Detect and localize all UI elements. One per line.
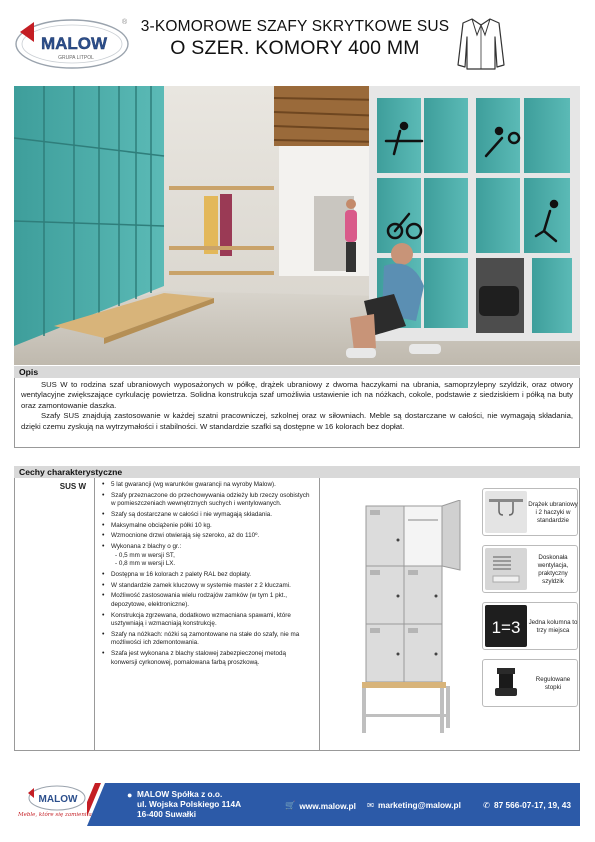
opis-section	[14, 378, 580, 448]
list-item: • Maksymalne obciążenie półki 10 kg.	[111, 522, 313, 531]
cart-icon: 🛒	[285, 800, 296, 810]
page-header	[0, 0, 595, 84]
jacket-icon	[455, 15, 507, 73]
list-item	[111, 543, 313, 569]
footer-contact-bar	[105, 783, 580, 826]
website-text: www.malow.pl	[299, 800, 356, 811]
feature-text: Doskonała wentylacja, praktyczny szyldzik	[537, 554, 569, 585]
opis-heading: Opis	[14, 366, 580, 378]
locker-room-photo	[14, 86, 580, 365]
list-item: • Szafy są dostarczane w całości i nie wymagają składania.	[111, 511, 313, 520]
list-item: • Wzmocnione drzwi otwierają się szeroko, aż do 110º.	[111, 532, 313, 541]
list-item: • W standardzie zamek kluczowy w systemie master z 2 kluczami.	[111, 582, 313, 591]
feature-text: Jedna kolumna to trzy miejsca	[528, 619, 578, 634]
model-label: SUS W	[15, 478, 95, 750]
mail-icon: ✉	[367, 800, 374, 810]
svg-text:MALOW: MALOW	[40, 34, 108, 53]
city: 16-400 Suwałki	[137, 809, 197, 820]
footer-tagline: Meble, które się zamieniła	[18, 812, 92, 818]
list-item: • Szafa jest wykonana z blachy stalowej zabezpieczonej metodą konwersji cyrkonowej, pomalowana farbą proszkową.	[111, 650, 313, 667]
opis-paragraph-1: SUS W to rodzina szaf ubraniowych wyposażonych w półkę, drążek ubraniowy z dwoma haczykami na ubrania, samoprzylepny szyldzik, oraz otwory wentylacyjne zwiększające cyrkulację powietrza. Solidna konstrukcja szaf umożliwia ustawienie ich na nóżkach, cokole, podstawie z siedziskiem i półką na buty oraz zamontowanie daszka.	[21, 380, 573, 410]
list-item: • Dostępna w 16 kolorach z palety RAL bez dopłaty.	[111, 571, 313, 580]
svg-text:MALOW: MALOW	[38, 794, 78, 805]
phone-icon: ✆	[483, 800, 490, 810]
list-item: • 5 lat gwarancji (wg warunków gwarancji na wyroby Malow).	[111, 481, 313, 490]
feature-one-equals-three	[482, 602, 578, 650]
hanger-rail-icon	[485, 491, 527, 533]
list-item: • Konstrukcja zgrzewana, dodatkowo wzmacniana spawami, które usztywniają i wzmacniają konstrukcję.	[111, 612, 313, 629]
ventilation-icon	[485, 548, 527, 590]
feature-text: Regulowane stopki	[535, 676, 571, 691]
svg-text:GRUPA LITPOL: GRUPA LITPOL	[58, 55, 94, 61]
foot-icon	[485, 662, 527, 704]
title-line-1: 3-KOMOROWE SZAFY SKRYTKOWE SUS	[140, 18, 450, 35]
title-line-2: O SZER. KOMORY 400 MM	[170, 37, 420, 59]
email-link[interactable]	[367, 800, 461, 810]
feature-adjustable-feet	[482, 659, 578, 707]
cechy-section	[14, 478, 580, 751]
one-equals-three-icon	[485, 605, 527, 647]
list-item: • Szafy na nóżkach: nóżki są zamontowane na stałe do szafy, nie ma możliwości ich zdemontowania.	[111, 631, 313, 648]
list-item: • Możliwość zastosowania wielu rodzajów zamków (w tym 1 pkt., depozytowe, elektroniczne).	[111, 592, 313, 609]
svg-text:1=3: 1=3	[491, 618, 521, 637]
opis-paragraph-2: Szafy SUS znajdują zastosowanie w każdej szatni pracowniczej, szkolnej oraz w siłowniach. Meble są dostarczane w całości, nie wymagają składania, dzięki czemu zyskują na wytrzymałości i stabilności. W standardzie szafki są dostępne w 16 kolorach bez dopłat.	[21, 411, 573, 431]
list-item: • Szafy przeznaczone do przechowywania odzieży lub rzeczy osobistych w pomieszczeniach wewnętrznych suchych i wentylowanych.	[111, 492, 313, 509]
feature-text: Drążek ubraniowy i 2 haczyki w standardzie	[528, 501, 578, 524]
thickness-lx: - 0,8 mm w wersji LX.	[115, 560, 176, 568]
phone-text: 87 566-07-17, 19, 43	[493, 800, 571, 810]
website-link[interactable]	[285, 800, 356, 811]
thickness-st: - 0,5 mm w wersji ST,	[115, 551, 175, 559]
malow-logo	[14, 14, 132, 70]
page-title	[140, 18, 450, 60]
feature-ventilation	[482, 545, 578, 593]
company-name: MALOW Spółka z o.o.	[137, 789, 223, 799]
footer-address	[137, 789, 241, 820]
cechy-heading: Cechy charakterystyczne	[14, 466, 580, 478]
feature-hanger-rail	[482, 488, 578, 536]
product-visuals	[320, 478, 580, 750]
street: ul. Wojska Polskiego 114A	[137, 799, 242, 810]
features-list	[95, 478, 320, 750]
thickness-label: Wykonana z blachy o gr.:	[111, 543, 182, 551]
footer-malow-logo	[22, 783, 92, 833]
footer-wedge	[87, 783, 117, 826]
location-icon: ●	[127, 790, 133, 800]
email-text: marketing@malow.pl	[377, 800, 461, 810]
svg-text:®: ®	[122, 19, 128, 26]
locker-illustration	[360, 500, 480, 740]
phone-link[interactable]	[483, 800, 571, 810]
